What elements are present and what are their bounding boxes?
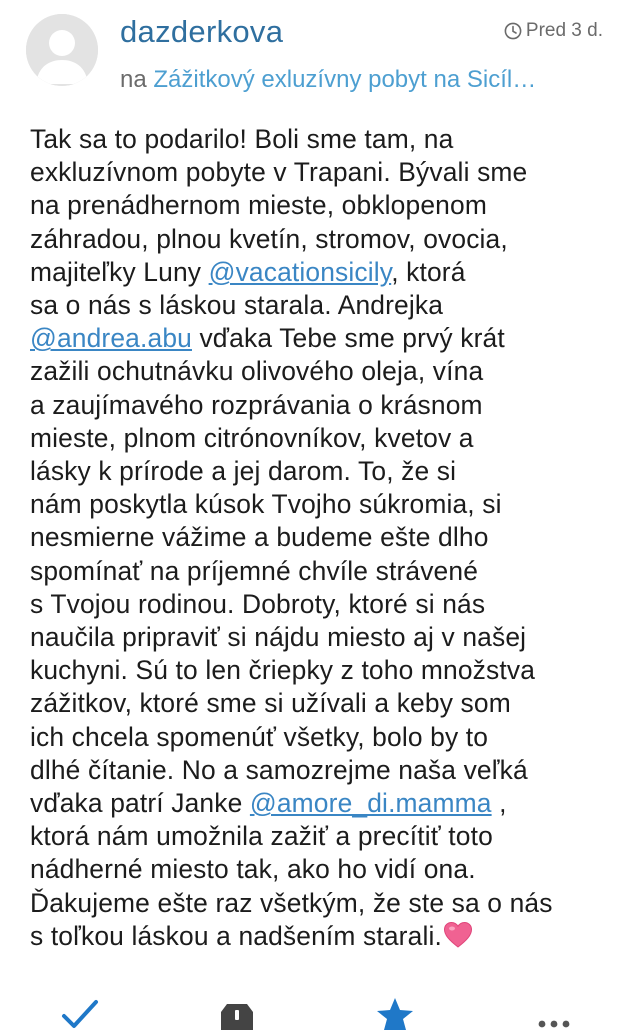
action-bar <box>0 990 627 1024</box>
review-text-segment: vďaka Tebe sme prvý krát <box>191 323 505 354</box>
timestamp <box>504 20 603 42</box>
timestamp-text: Pred 3 d. <box>525 20 603 41</box>
review-line <box>30 588 615 621</box>
mention-link[interactable]: @andrea.abu <box>30 323 192 354</box>
review-text-segment: a zaujímavého rozprávania o krásnom <box>30 389 483 420</box>
review-text-segment: majiteľky Luny <box>30 256 209 287</box>
review-line <box>30 521 615 554</box>
feature-button[interactable] <box>371 996 419 1036</box>
more-options-button[interactable] <box>530 996 578 1036</box>
default-avatar-icon <box>26 14 98 86</box>
heart-emoji-icon <box>443 921 473 957</box>
review-line <box>30 189 615 222</box>
review-text-segment: kuchyni. Sú to len čriepky z toho množstva <box>30 655 536 686</box>
review-text-segment: naučila pripraviť si nájdu miesto aj v našej <box>30 622 527 653</box>
review-text-segment: ktorá nám umožnila zažiť a precítiť toto <box>30 821 493 852</box>
review-line <box>30 654 615 687</box>
review-line <box>30 787 615 820</box>
approve-button[interactable] <box>56 996 104 1036</box>
review-text-segment: nádherné miesto tak, ako ho vidí ona. <box>30 854 476 885</box>
review-line <box>30 289 615 322</box>
clock-icon <box>504 22 522 40</box>
mention-link[interactable]: @vacationsicily <box>208 256 392 287</box>
review-line <box>30 721 615 754</box>
review-text-segment: záhradou, plnou kvetín, stromov, ovocia, <box>30 223 508 254</box>
checkmark-icon <box>60 996 100 1030</box>
review-text-segment: vďaka patrí Janke <box>30 788 250 819</box>
review-text-segment: nesmierne vážime a budeme ešte dlho <box>30 522 489 553</box>
post-reference <box>120 66 606 94</box>
review-text <box>30 123 615 957</box>
review-text-segment: ich chcela spomenúť všetky, bolo by to <box>30 721 489 752</box>
review-line <box>30 389 615 422</box>
review-line <box>30 256 615 289</box>
review-line <box>30 820 615 853</box>
review-line <box>30 488 615 521</box>
review-text-segment: spomínať na príjemné chvíle strávené <box>30 555 479 586</box>
review-text-segment: exkluzívnom pobyte v Trapani. Bývali sme <box>30 157 528 188</box>
review-line <box>30 621 615 654</box>
review-line <box>30 355 615 388</box>
review-text-segment: Tak sa to podarilo! Boli sme tam, na <box>30 124 454 154</box>
review-text-segment: , ktorá <box>391 256 466 287</box>
review-text-segment: lásky k prírode a jej darom. To, že si <box>30 456 457 487</box>
post-title-link[interactable]: Zážitkový exluzívny pobyt na Sicíl… <box>153 66 537 93</box>
alert-shield-icon <box>217 996 257 1030</box>
more-dots-icon <box>534 996 574 1030</box>
review-line <box>30 687 615 720</box>
review-text-segment: s Tvojou rodinou. Dobroty, ktoré si nás <box>30 588 486 619</box>
review-text-segment: na prenádhernom mieste, obklopenom <box>30 190 487 221</box>
review-line <box>30 853 615 886</box>
review-text-segment: Ďakujeme ešte raz všetkým, že ste sa o nás <box>30 887 553 918</box>
review-header <box>0 0 627 110</box>
review-line <box>30 156 615 189</box>
review-line <box>30 422 615 455</box>
review-text-segment: s toľkou láskou a nadšením starali. <box>30 920 442 951</box>
review-text-segment: , <box>491 788 507 819</box>
review-line <box>30 887 615 920</box>
review-text-segment: dlhé čítanie. No a samozrejme naša veľká <box>30 754 528 785</box>
review-text-segment: mieste, plnom citrónovníkov, kvetov a <box>30 422 474 453</box>
review-line <box>30 555 615 588</box>
review-text-segment: zážitkov, ktoré sme si užívali a keby som <box>30 688 511 719</box>
review-line <box>30 223 615 256</box>
review-line <box>30 455 615 488</box>
review-text-segment: nám poskytla kúsok Tvojho súkromia, si <box>30 489 502 520</box>
star-icon <box>375 996 415 1030</box>
review-text-segment: zažili ochutnávku olivového oleja, vína <box>30 356 484 387</box>
report-button[interactable] <box>213 996 261 1036</box>
review-line <box>30 920 615 957</box>
review-line <box>30 322 615 355</box>
mention-link[interactable]: @amore_di.mamma <box>249 788 492 819</box>
review-line <box>30 754 615 787</box>
review-text-segment: sa o nás s láskou starala. Andrejka <box>30 290 444 321</box>
review-line <box>30 123 615 156</box>
username[interactable]: dazderkova <box>120 14 284 49</box>
post-reference-prefix: na <box>120 66 147 93</box>
avatar[interactable] <box>26 14 98 86</box>
